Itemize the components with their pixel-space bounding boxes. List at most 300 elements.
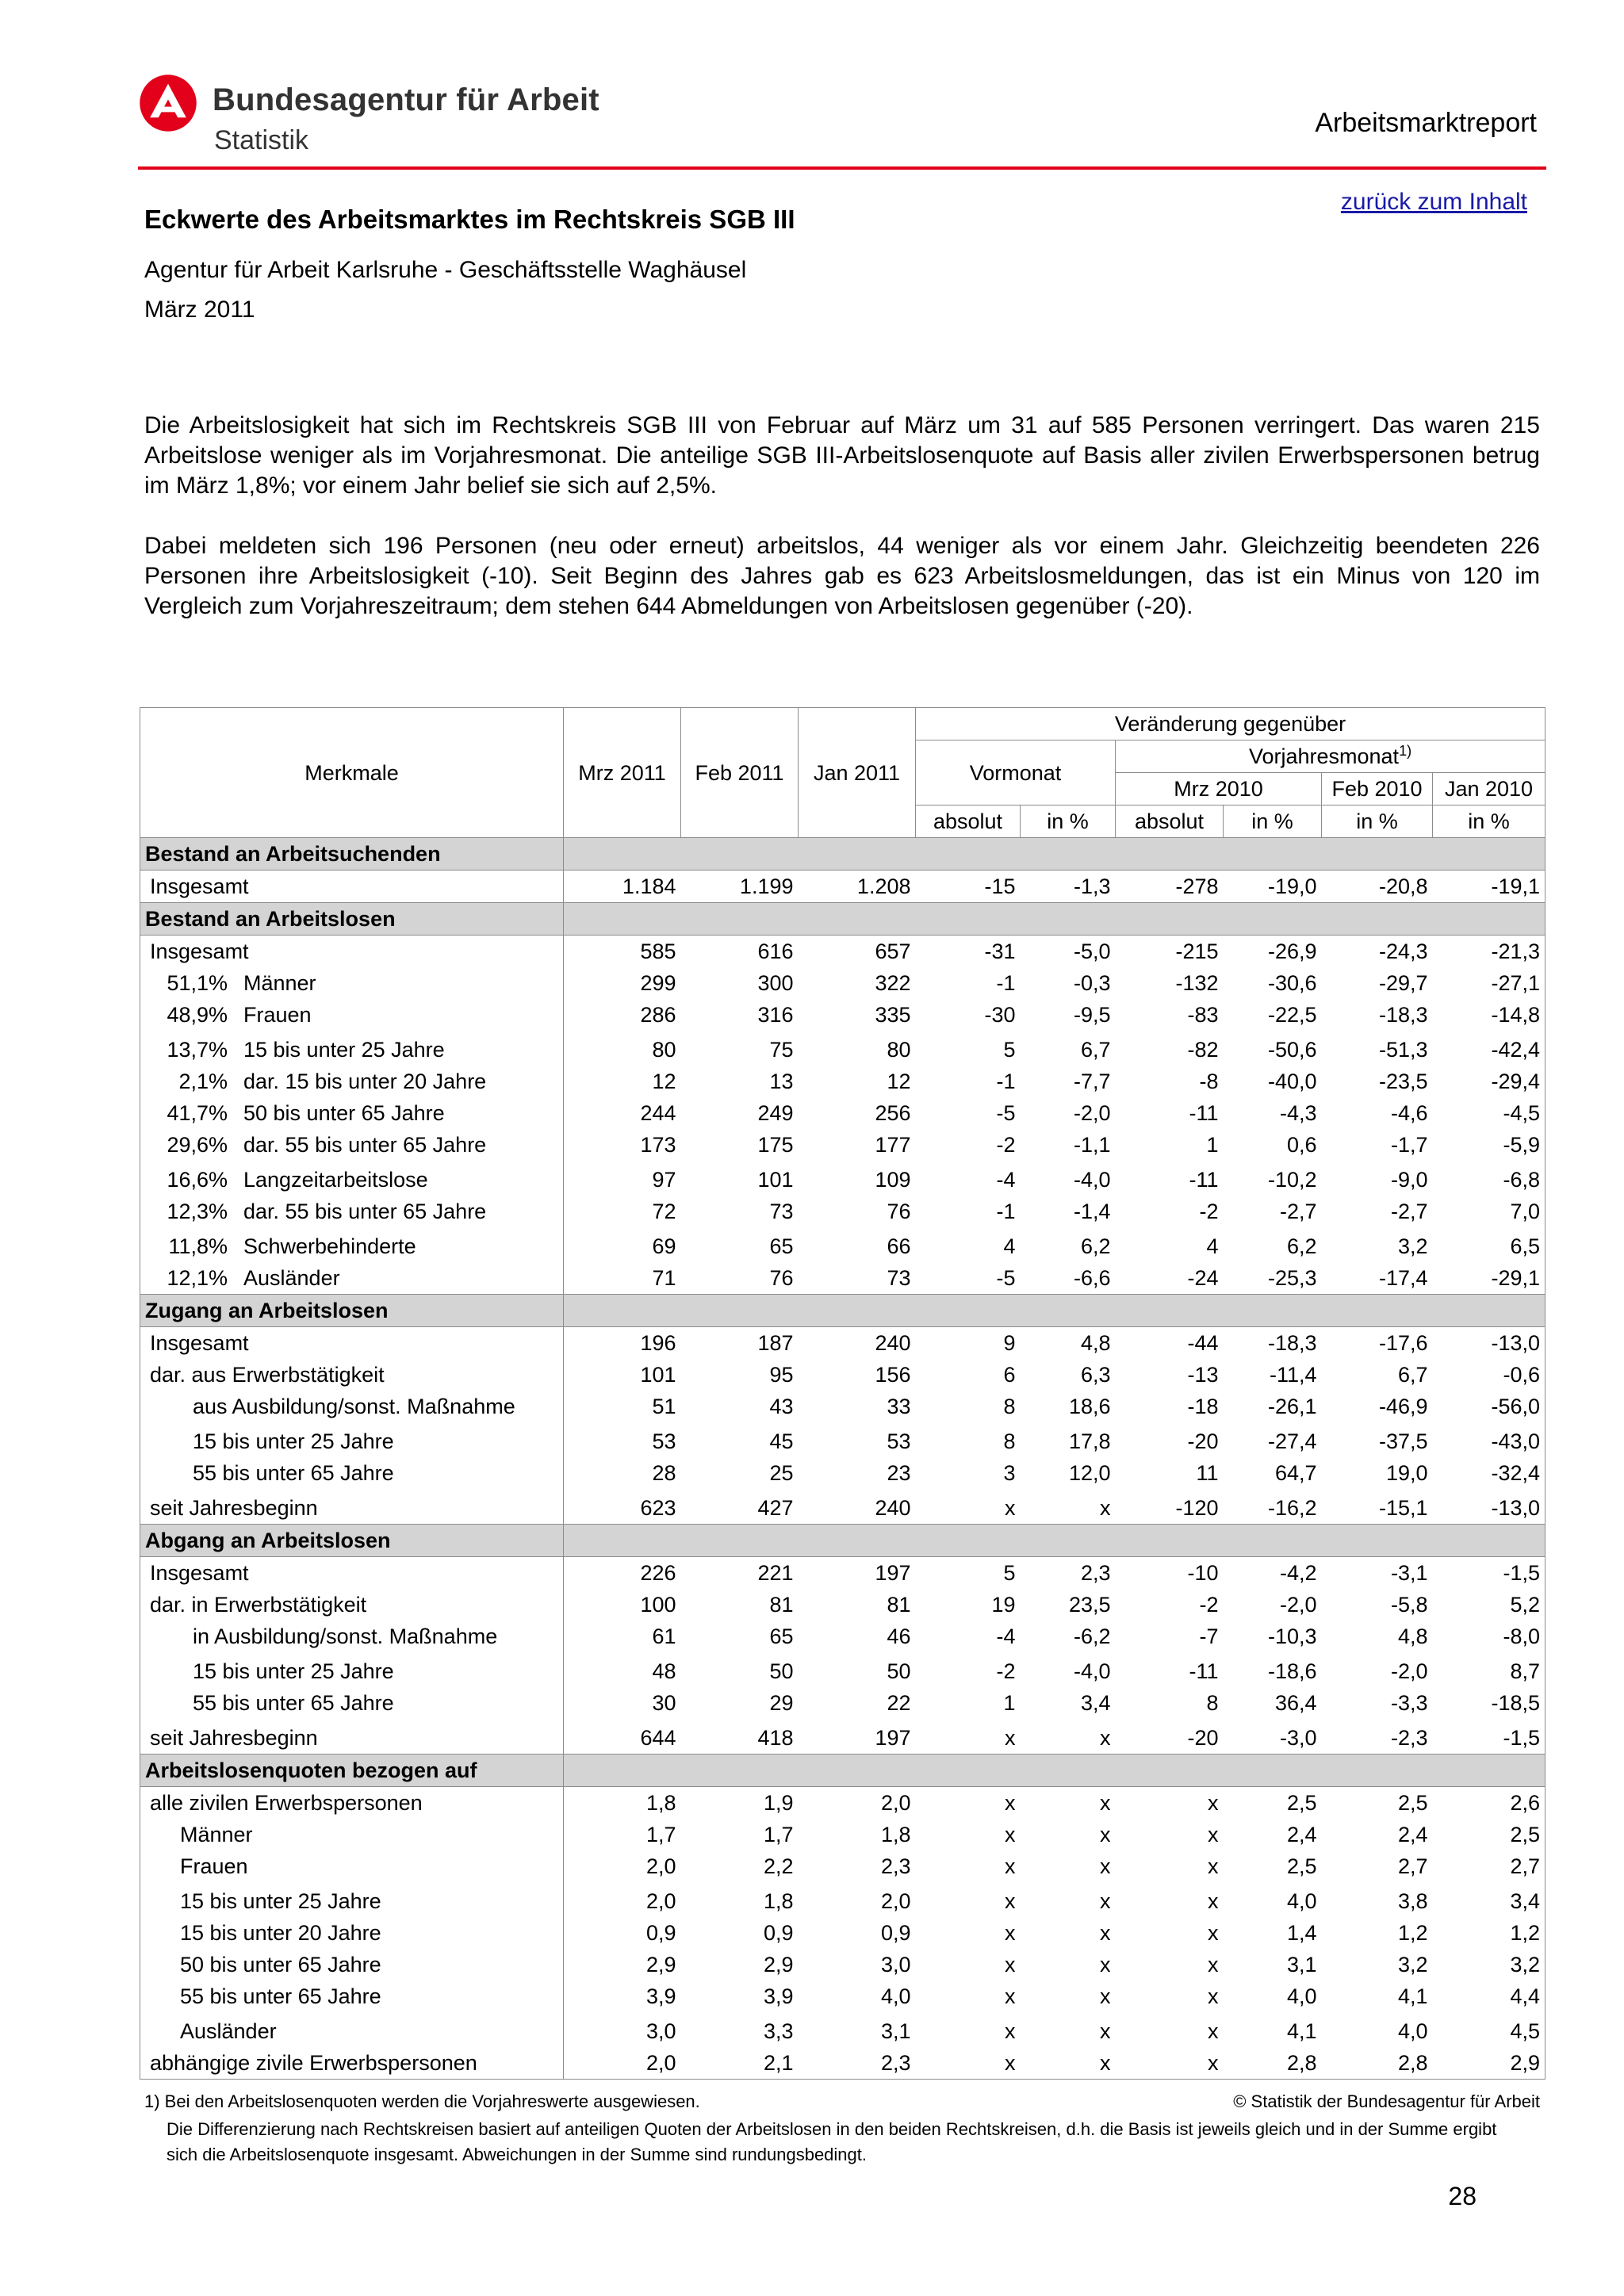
table-cell: x xyxy=(1005,1726,1016,1750)
table-row xyxy=(140,1391,1545,1422)
table-cell: 427 xyxy=(757,1496,794,1520)
row-label-text: 55 bis unter 65 Jahre xyxy=(180,1984,381,2008)
table-cell: 3,2 xyxy=(1397,1234,1428,1258)
table-cell: 0,9 xyxy=(763,1921,794,1945)
table-cell: x xyxy=(1021,2047,1116,2080)
table-cell: -120 xyxy=(1175,1496,1219,1520)
table-cell: 300 xyxy=(757,971,794,995)
table-cell: -4,2 xyxy=(1279,1561,1317,1585)
table-cell: 6,3 xyxy=(1080,1363,1111,1387)
table-cell: -30,6 xyxy=(1267,971,1317,995)
table-row xyxy=(140,1819,1545,1850)
table-cell: 173 xyxy=(640,1133,676,1157)
table-cell: -18,6 xyxy=(1267,1659,1317,1683)
table-cell: 18,6 xyxy=(1068,1395,1111,1418)
table-cell: -2,7 xyxy=(1279,1200,1317,1223)
table-row xyxy=(140,1850,1545,1882)
table-cell: 6,7 xyxy=(1397,1363,1428,1387)
row-label-text: 15 bis unter 25 Jahre xyxy=(243,1038,445,1062)
row-label xyxy=(140,1621,564,1652)
table-cell: 8 xyxy=(1003,1395,1016,1418)
table-cell: 4 xyxy=(1206,1234,1219,1258)
table-cell: 2,0 xyxy=(880,1791,911,1815)
table-cell: -17,4 xyxy=(1378,1266,1428,1290)
table-cell: -2,0 xyxy=(1390,1659,1428,1683)
table-cell: -2 xyxy=(1199,1200,1219,1223)
table-cell: 33 xyxy=(887,1395,911,1418)
table-cell: 22 xyxy=(887,1691,911,1715)
row-label-text: Männer xyxy=(243,971,316,995)
table-cell: 95 xyxy=(769,1363,794,1387)
table-cell: 13 xyxy=(769,1070,794,1093)
row-share: 16,6% xyxy=(167,1168,228,1192)
row-label xyxy=(140,1359,564,1391)
row-label xyxy=(140,1882,564,1917)
table-cell: 50 xyxy=(887,1659,911,1683)
back-to-contents-link[interactable]: zurück zum Inhalt xyxy=(1340,189,1527,215)
table-cell: -5 xyxy=(996,1101,1016,1125)
section-header-row xyxy=(140,1755,1545,1787)
table-cell: -1 xyxy=(996,1070,1016,1093)
table-row xyxy=(140,1227,1545,1262)
row-label xyxy=(140,1227,564,1262)
date-subtitle: März 2011 xyxy=(144,297,255,323)
table-cell: 81 xyxy=(769,1593,794,1617)
table-cell: 1.208 xyxy=(856,874,911,898)
table-cell: 64,7 xyxy=(1274,1461,1317,1485)
table-cell: -25,3 xyxy=(1267,1266,1317,1290)
row-label-text: Insgesamt xyxy=(150,874,249,898)
table-cell: -4,5 xyxy=(1433,1097,1545,1129)
table-cell: -26,9 xyxy=(1267,939,1317,963)
table-cell: -10,3 xyxy=(1267,1624,1317,1648)
table-cell: -9,0 xyxy=(1390,1168,1428,1192)
table-cell: 2,3 xyxy=(1080,1561,1111,1585)
row-label-text: dar. 55 bis unter 65 Jahre xyxy=(243,1200,487,1223)
row-label-text: 50 bis unter 65 Jahre xyxy=(180,1953,381,1976)
header-mrz-2011: Mrz 2011 xyxy=(564,708,681,838)
table-cell: 240 xyxy=(875,1496,911,1520)
table-cell: 80 xyxy=(887,1038,911,1062)
labour-market-table xyxy=(140,707,1545,2080)
table-cell: 1,7 xyxy=(763,1823,794,1846)
table-cell: -13,0 xyxy=(1433,1489,1545,1525)
table-cell: x xyxy=(1100,1496,1111,1520)
table-cell: x xyxy=(1005,1953,1016,1976)
table-cell: 644 xyxy=(640,1726,676,1750)
table-cell: -10,2 xyxy=(1267,1168,1317,1192)
table-cell: -20,8 xyxy=(1378,874,1428,898)
table-row xyxy=(140,871,1545,903)
row-label-text: Insgesamt xyxy=(150,1561,249,1585)
table-row xyxy=(140,1687,1545,1719)
table-cell: -5,9 xyxy=(1433,1129,1545,1161)
table-cell: 177 xyxy=(875,1133,911,1157)
table-cell: 28 xyxy=(652,1461,676,1485)
row-label-text: in Ausbildung/sonst. Maßnahme xyxy=(193,1624,498,1648)
table-cell: 1.184 xyxy=(622,874,676,898)
header-feb-2011: Feb 2011 xyxy=(681,708,799,838)
row-label-text: aus Ausbildung/sonst. Maßnahme xyxy=(193,1395,515,1418)
table-cell: 1,8 xyxy=(763,1889,794,1913)
header-jan-2010: Jan 2010 xyxy=(1433,773,1545,806)
row-label-text: 50 bis unter 65 Jahre xyxy=(243,1101,445,1125)
table-cell: -29,4 xyxy=(1433,1066,1545,1097)
row-label-text: dar. aus Erwerbstätigkeit xyxy=(150,1363,385,1387)
table-cell: 4,0 xyxy=(1286,1984,1317,2008)
table-cell: x xyxy=(1005,1496,1016,1520)
row-label xyxy=(140,1819,564,1850)
table-cell: 3,2 xyxy=(1433,1949,1545,1980)
table-cell: 196 xyxy=(640,1331,676,1355)
table-cell: -2,0 xyxy=(1279,1593,1317,1617)
table-row xyxy=(140,1196,1545,1227)
header-vm-absolut: absolut xyxy=(916,806,1021,838)
table-cell: -46,9 xyxy=(1378,1395,1428,1418)
page-number: 28 xyxy=(1448,2182,1477,2210)
row-label xyxy=(140,1391,564,1422)
table-cell: -50,6 xyxy=(1267,1038,1317,1062)
row-label-text: seit Jahresbeginn xyxy=(150,1496,318,1520)
table-cell: -17,6 xyxy=(1378,1331,1428,1355)
table-cell: 48 xyxy=(652,1659,676,1683)
table-cell: x xyxy=(1005,1823,1016,1846)
table-cell: -18 xyxy=(1187,1395,1219,1418)
table-cell: -43,0 xyxy=(1433,1422,1545,1457)
row-label xyxy=(140,1161,564,1196)
table-cell: x xyxy=(1100,1726,1111,1750)
row-label xyxy=(140,1327,564,1360)
row-label xyxy=(140,1196,564,1227)
table-cell: -4 xyxy=(996,1624,1016,1648)
table-cell: -15 xyxy=(984,874,1016,898)
table-cell: x xyxy=(1208,1823,1219,1846)
table-cell: 175 xyxy=(757,1133,794,1157)
table-cell: 101 xyxy=(640,1363,676,1387)
summary-paragraph-2: Dabei meldeten sich 196 Personen (neu oder erneut) arbeitslos, 44 weniger als vor einem Jahr. Gleichzeitig beendeten 226 Personen ihre Arbeitslosigkeit (-10). Seit Beginn des Jahres gab es 623 Arbeitslosmeldungen, das ist ein Minus von 120 im Vergleich zum Vorjahreszeitraum; dem stehen 644 Abmeldungen von Arbeitslosen gegenüber (-20). xyxy=(144,533,1540,619)
table-cell: 256 xyxy=(875,1101,911,1125)
table-cell: x xyxy=(1100,1791,1111,1815)
table-cell: 8,7 xyxy=(1433,1652,1545,1687)
table-cell: -32,4 xyxy=(1433,1457,1545,1489)
row-label-text: 15 bis unter 20 Jahre xyxy=(180,1921,381,1945)
table-cell: 8 xyxy=(1003,1429,1016,1453)
table-cell: 221 xyxy=(757,1561,794,1585)
table-cell: 11 xyxy=(1196,1461,1219,1485)
row-label-text: Insgesamt xyxy=(150,1331,249,1355)
table-cell: -20 xyxy=(1187,1726,1219,1750)
table-cell: 4,5 xyxy=(1433,2012,1545,2047)
table-cell: 2,0 xyxy=(645,1889,676,1913)
table-cell: -4,0 xyxy=(1073,1168,1111,1192)
table-cell: 2,1 xyxy=(681,2047,799,2080)
table-cell: 1,8 xyxy=(880,1823,911,1846)
table-cell: 0,6 xyxy=(1286,1133,1317,1157)
table-row xyxy=(140,1980,1545,2012)
row-share: 13,7% xyxy=(167,1038,228,1062)
table-row xyxy=(140,1097,1545,1129)
row-label xyxy=(140,1687,564,1719)
footnote-2: Die Differenzierung nach Rechtskreisen basiert auf anteiligen Quoten der Arbeitslosen in den beiden Rechtskreisen, d.h. die Basis ist jeweils gleich und in der Summe ergibt sich die Arbeitslosenquote insgesamt. Abweichungen in der Summe sind rundungsbedingt. xyxy=(167,2119,1497,2164)
row-label xyxy=(140,1589,564,1621)
table-cell: -37,5 xyxy=(1378,1429,1428,1453)
org-subtitle: Statistik xyxy=(214,125,309,155)
table-cell: -278 xyxy=(1175,874,1219,898)
header-jan-2011: Jan 2011 xyxy=(799,708,916,838)
row-label xyxy=(140,1031,564,1066)
table-cell: 2,9 xyxy=(645,1953,676,1976)
table-cell: -82 xyxy=(1187,1038,1219,1062)
table-cell: 73 xyxy=(769,1200,794,1223)
table-cell: 2,0 xyxy=(645,1854,676,1878)
table-row xyxy=(140,936,1545,968)
row-share: 51,1% xyxy=(167,971,228,995)
table-cell: 2,8 xyxy=(1224,2047,1322,2080)
row-share: 12,3% xyxy=(167,1200,228,1223)
table-cell: -0,6 xyxy=(1433,1359,1545,1391)
report-title: Arbeitsmarktreport xyxy=(1315,108,1537,138)
table-cell: -132 xyxy=(1175,971,1219,995)
table-cell: -29,1 xyxy=(1433,1262,1545,1295)
row-label xyxy=(140,2047,564,2080)
section-label: Bestand an Arbeitsuchenden xyxy=(140,838,564,871)
table-cell: 4,0 xyxy=(1397,2019,1428,2043)
table-cell: 100 xyxy=(640,1593,676,1617)
table-cell: 2,2 xyxy=(763,1854,794,1878)
table-cell: 322 xyxy=(875,971,911,995)
row-label-text: Ausländer xyxy=(243,1266,340,1290)
table-cell: 46 xyxy=(887,1624,911,1648)
table-cell: 6,2 xyxy=(1286,1234,1317,1258)
table-cell: -44 xyxy=(1187,1331,1219,1355)
table-cell: 19 xyxy=(991,1593,1016,1617)
table-row xyxy=(140,1422,1545,1457)
row-label-text: 55 bis unter 65 Jahre xyxy=(193,1461,394,1485)
section-label: Bestand an Arbeitslosen xyxy=(140,903,564,936)
table-cell: 3,4 xyxy=(1433,1882,1545,1917)
table-cell: -0,3 xyxy=(1073,971,1111,995)
section-fill xyxy=(564,1755,1545,1787)
table-cell: 3,8 xyxy=(1397,1889,1428,1913)
table-cell: -3,0 xyxy=(1279,1726,1317,1750)
table-cell: -4,0 xyxy=(1073,1659,1111,1683)
header-merkmale: Merkmale xyxy=(140,708,564,838)
table-cell: -8,0 xyxy=(1433,1621,1545,1652)
table-cell: 1 xyxy=(1003,1691,1016,1715)
org-name: Bundesagentur für Arbeit xyxy=(213,82,599,117)
table-cell: -11 xyxy=(1189,1659,1219,1683)
table-row xyxy=(140,1327,1545,1360)
table-cell: 657 xyxy=(875,939,911,963)
row-label xyxy=(140,999,564,1031)
section-fill xyxy=(564,1295,1545,1327)
table-cell: 623 xyxy=(640,1496,676,1520)
table-cell: -2,3 xyxy=(1390,1726,1428,1750)
table-cell: -11 xyxy=(1189,1168,1219,1192)
table-cell: -31 xyxy=(984,939,1016,963)
table-cell: -1,4 xyxy=(1073,1200,1111,1223)
header-vm-pct: in % xyxy=(1021,806,1116,838)
table-cell: -9,5 xyxy=(1073,1003,1111,1027)
table-cell: -51,3 xyxy=(1378,1038,1428,1062)
row-label-text: Männer xyxy=(180,1823,253,1846)
table-cell: 244 xyxy=(640,1101,676,1125)
table-cell: -19,0 xyxy=(1267,874,1317,898)
table-cell: x xyxy=(1005,1791,1016,1815)
table-cell: 1 xyxy=(1206,1133,1219,1157)
table-row xyxy=(140,1949,1545,1980)
table-cell: 1,4 xyxy=(1286,1921,1317,1945)
table-cell: x xyxy=(1100,2019,1111,2043)
table-cell: 2,7 xyxy=(1433,1850,1545,1882)
table-cell: -4 xyxy=(996,1168,1016,1192)
row-share: 2,1% xyxy=(178,1070,228,1093)
row-label xyxy=(140,2012,564,2047)
table-cell: x xyxy=(1100,1889,1111,1913)
table-cell: 3,2 xyxy=(1397,1953,1428,1976)
table-row xyxy=(140,2012,1545,2047)
row-label xyxy=(140,1850,564,1882)
table-cell: 76 xyxy=(769,1266,794,1290)
row-label-text: Langzeitarbeitslose xyxy=(243,1168,428,1192)
row-label-text: Schwerbehinderte xyxy=(243,1234,416,1258)
table-cell: 45 xyxy=(769,1429,794,1453)
table-row xyxy=(140,1262,1545,1295)
header-divider xyxy=(138,166,1546,170)
row-label xyxy=(140,1489,564,1525)
table-cell: -56,0 xyxy=(1433,1391,1545,1422)
section-label: Arbeitslosenquoten bezogen auf xyxy=(140,1755,564,1787)
table-cell: -29,7 xyxy=(1378,971,1428,995)
table-cell: -15,1 xyxy=(1378,1496,1428,1520)
table-cell: -18,3 xyxy=(1378,1003,1428,1027)
table-cell: 0,9 xyxy=(880,1921,911,1945)
table-cell: -18,5 xyxy=(1433,1687,1545,1719)
table-cell: -215 xyxy=(1175,939,1219,963)
table-cell: 3,4 xyxy=(1080,1691,1111,1715)
table-cell: -11 xyxy=(1189,1101,1219,1125)
row-label xyxy=(140,1557,564,1590)
table-row xyxy=(140,1489,1545,1525)
table-cell: 101 xyxy=(757,1168,794,1192)
row-label-text: 55 bis unter 65 Jahre xyxy=(193,1691,394,1715)
table-cell: 72 xyxy=(652,1200,676,1223)
table-cell: x xyxy=(1116,2047,1224,2080)
table-cell: x xyxy=(1100,1823,1111,1846)
table-cell: 1,2 xyxy=(1433,1917,1545,1949)
table-cell: 53 xyxy=(887,1429,911,1453)
row-label-text: 15 bis unter 25 Jahre xyxy=(193,1659,394,1683)
table-cell: -13 xyxy=(1187,1363,1219,1387)
table-cell: x xyxy=(1208,1921,1219,1945)
table-cell: 226 xyxy=(640,1561,676,1585)
table-cell: 51 xyxy=(652,1395,676,1418)
table-cell: -6,6 xyxy=(1073,1266,1111,1290)
table-cell: 2,3 xyxy=(880,1854,911,1878)
table-cell: 12 xyxy=(887,1070,911,1093)
table-cell: 6 xyxy=(1003,1363,1016,1387)
header-vorjahresmonat xyxy=(1116,740,1545,773)
table-cell: 80 xyxy=(652,1038,676,1062)
table-cell: x xyxy=(1208,2019,1219,2043)
table-cell: 286 xyxy=(640,1003,676,1027)
table-cell: 3 xyxy=(1003,1461,1016,1485)
table-cell: 6,7 xyxy=(1080,1038,1111,1062)
row-share: 48,9% xyxy=(167,1003,228,1027)
header-vormonat: Vormonat xyxy=(916,740,1116,806)
table-cell: 5 xyxy=(1003,1038,1016,1062)
table-cell: 2,9 xyxy=(763,1953,794,1976)
section-fill xyxy=(564,903,1545,936)
row-share: 11,8% xyxy=(168,1234,228,1258)
copyright: © Statistik der Bundesagentur für Arbeit xyxy=(1233,2091,1540,2111)
table-cell: 2,5 xyxy=(1286,1854,1317,1878)
table-cell: 1,8 xyxy=(645,1791,676,1815)
table-cell: 12,0 xyxy=(1068,1461,1111,1485)
table-cell: 585 xyxy=(640,939,676,963)
table-cell: 2,5 xyxy=(1397,1791,1428,1815)
table-cell: 2,0 xyxy=(564,2047,681,2080)
table-cell: 299 xyxy=(640,971,676,995)
table-cell: 2,7 xyxy=(1397,1854,1428,1878)
table-cell: 69 xyxy=(652,1234,676,1258)
row-label-text: Frauen xyxy=(180,1854,248,1878)
row-share: 12,1% xyxy=(167,1266,228,1290)
row-label-text: dar. 15 bis unter 20 Jahre xyxy=(243,1070,487,1093)
table-cell: 6,2 xyxy=(1080,1234,1111,1258)
table-cell: x xyxy=(1100,1953,1111,1976)
summary-paragraph-1: Die Arbeitslosigkeit hat sich im Rechtskreis SGB III von Februar auf März um 31 auf 585 Personen verringert. Das waren 215 Arbeitslose weniger als im Vorjahresmonat. Die anteilige SGB III-Arbeitslosenquote auf Basis aller zivilen Erwerbspersonen betrug im März 1,8%; vor einem Jahr belief sie sich auf 2,5%. xyxy=(144,412,1540,499)
table-cell: 76 xyxy=(887,1200,911,1223)
table-cell: 5 xyxy=(1003,1561,1016,1585)
table-cell: -8 xyxy=(1199,1070,1219,1093)
table-cell: 109 xyxy=(875,1168,911,1192)
table-cell: -40,0 xyxy=(1267,1070,1317,1093)
table-cell: -16,2 xyxy=(1267,1496,1317,1520)
table-cell: 65 xyxy=(769,1624,794,1648)
table-cell: 335 xyxy=(875,1003,911,1027)
table-row xyxy=(140,1031,1545,1066)
table-cell: -5,0 xyxy=(1073,939,1111,963)
table-cell: 3,3 xyxy=(763,2019,794,2043)
table-cell: -83 xyxy=(1187,1003,1219,1027)
row-label xyxy=(140,871,564,903)
table-cell: -26,1 xyxy=(1267,1395,1317,1418)
table-row xyxy=(140,1129,1545,1161)
table-cell: 53 xyxy=(652,1429,676,1453)
table-cell: -2,0 xyxy=(1073,1101,1111,1125)
ba-logo-icon xyxy=(138,73,198,133)
page-title: Eckwerte des Arbeitsmarktes im Rechtskreis SGB III xyxy=(144,205,795,234)
table-cell: 36,4 xyxy=(1274,1691,1317,1715)
table-cell: 97 xyxy=(652,1168,676,1192)
table-cell: 418 xyxy=(757,1726,794,1750)
table-cell: 3,0 xyxy=(645,2019,676,2043)
table-row xyxy=(140,999,1545,1031)
row-label xyxy=(140,1262,564,1295)
row-label-text: Ausländer xyxy=(180,2019,277,2043)
table-row xyxy=(140,1359,1545,1391)
table-cell: x xyxy=(1100,1984,1111,2008)
table-cell: -11,4 xyxy=(1269,1363,1317,1387)
row-label-text: Insgesamt xyxy=(150,939,249,963)
header-veraenderung: Veränderung gegenüber xyxy=(916,708,1545,740)
table-cell: 2,3 xyxy=(799,2047,916,2080)
table-cell: -24 xyxy=(1187,1266,1219,1290)
table-cell: 2,9 xyxy=(1433,2047,1545,2080)
row-label xyxy=(140,1787,564,1820)
table-cell: -20 xyxy=(1187,1429,1219,1453)
